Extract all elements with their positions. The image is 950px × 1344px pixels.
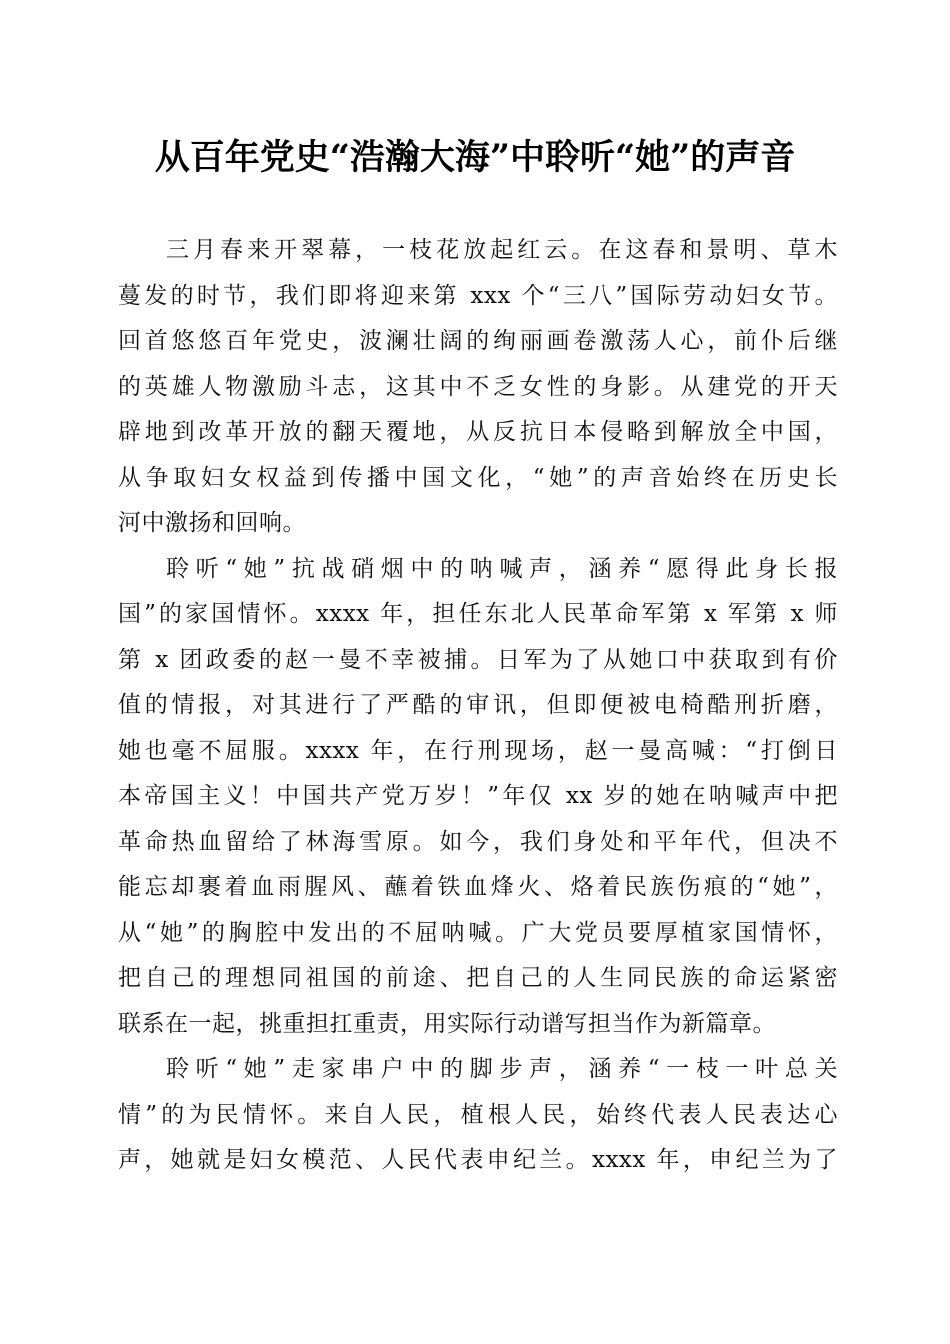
paragraph-2 [118,547,838,1048]
text-line: 声，她就是妇女模范、人民代表申纪兰。xxxx 年，申纪兰为了 [118,1147,838,1173]
text-line: 蔓发的时节，我们即将迎来第 xxx 个“三八”国际劳动妇女节。 [118,282,838,309]
text-line: 她也毫不屈服。xxxx 年，在行刑现场，赵一曼高喊：“打倒日 [118,737,838,764]
document-title: 从百年党史“浩瀚大海”中聆听“她”的声音 [154,137,796,178]
text-line: 聆听“她”走家串户中的脚步声，涵养“一枝一叶总关 [166,1056,838,1082]
text-line: 能忘却裹着血雨腥风、蘸着铁血烽火、烙着民族伤痕的“她”， [118,874,838,900]
text-line: 河中激扬和回响。 [118,510,306,536]
text-line: 把自己的理想同祖国的前途、把自己的人生同民族的命运紧密 [118,965,838,991]
text-line: 三月春来开翠幕，一枝花放起红云。在这春和景明、草木 [166,237,838,263]
text-line: 革命热血留给了林海雪原。如今，我们身处和平年代，但决不 [118,828,838,855]
document-body [118,228,838,1184]
text-line: 第 x 团政委的赵一曼不幸被捕。日军为了从她口中获取到有价 [118,646,838,673]
text-line: 情”的为民情怀。来自人民，植根人民，始终代表人民表达心 [118,1101,838,1128]
text-line: 的英雄人物激励斗志，这其中不乏女性的身影。从建党的开天 [118,373,838,400]
text-line: 聆听“她”抗战硝烟中的呐喊声，涵养“愿得此身长报 [166,555,838,582]
text-line: 值的情报，对其进行了严酷的审讯，但即便被电椅酷刑折磨， [118,692,838,718]
text-line: 联系在一起，挑重担扛重责，用实际行动谱写担当作为新篇章。 [118,1010,776,1037]
paragraph-3 [118,1047,838,1184]
text-line: 国”的家国情怀。xxxx 年，担任东北人民革命军第 x 军第 x 师 [118,601,838,627]
text-line: 从“她”的胸腔中发出的不屈呐喊。广大党员要厚植家国情怀， [118,919,838,946]
text-line: 回首悠悠百年党史，波澜壮阔的绚丽画卷激荡人心，前仆后继 [118,328,838,354]
text-line: 从争取妇女权益到传播中国文化，“她”的声音始终在历史长 [118,464,838,491]
paragraph-1 [118,228,838,547]
text-line: 本帝国主义！中国共产党万岁！”年仅 xx 岁的她在呐喊声中把 [118,783,838,809]
text-line: 辟地到改革开放的翻天覆地，从反抗日本侵略到解放全中国， [118,419,838,445]
